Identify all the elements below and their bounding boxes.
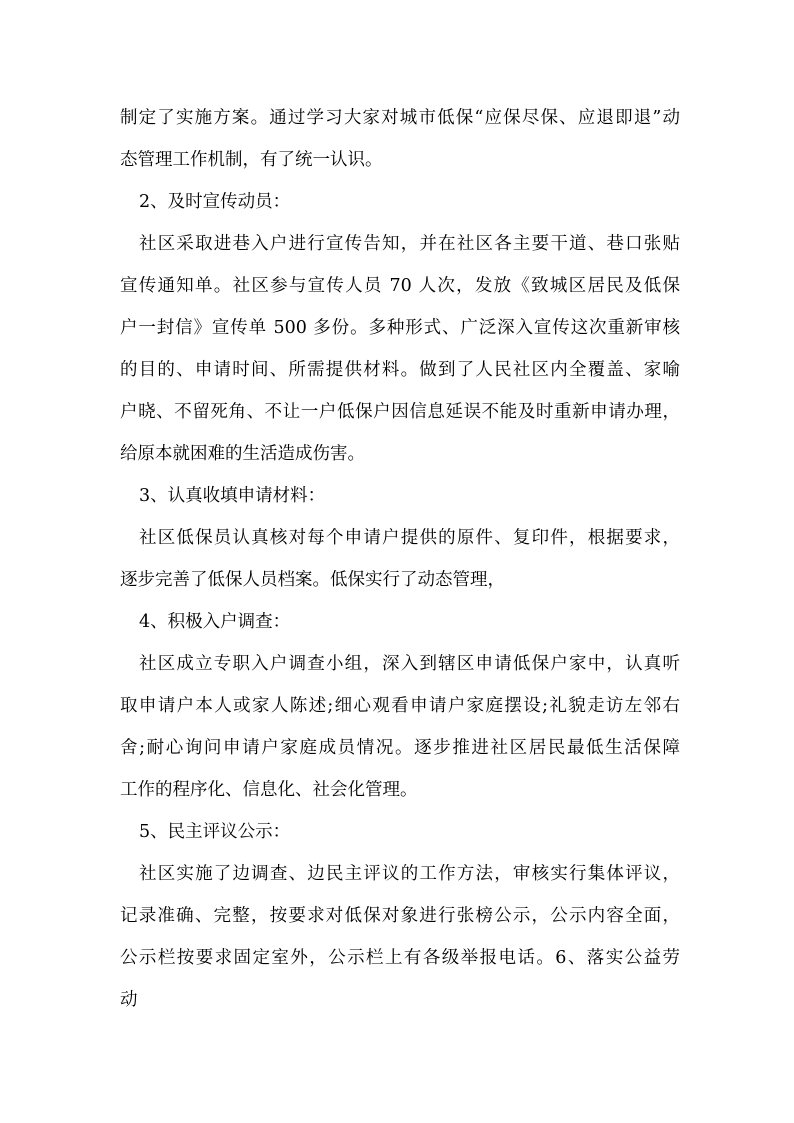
section-heading: 2、及时宣传动员： xyxy=(139,192,291,212)
paragraph-line: 社区成立专职入户调查小组，深入到辖区申请低保户家中，认真听 xyxy=(139,654,680,674)
paragraph-line: 社区实施了边调查、边民主评议的工作方法，审核实行集体评议， xyxy=(139,864,680,884)
paragraph-line: 记录准确、完整，按要求对低保对象进行张榜公示，公示内容全面， xyxy=(120,906,680,926)
paragraph-line: 公示栏按要求固定室外，公示栏上有各级举报电话。6、落实公益劳 xyxy=(120,948,680,968)
paragraph-line: 逐步完善了低保人员档案。低保实行了动态管理， xyxy=(120,570,505,590)
section-heading: 5、民主评议公示： xyxy=(139,822,291,842)
paragraph-line: 社区采取进巷入户进行宣传告知，并在社区各主要干道、巷口张贴 xyxy=(139,234,680,254)
paragraph-line: 社区低保员认真核对每个申请户提供的原件、复印件，根据要求， xyxy=(139,528,680,548)
paragraph-line: 户一封信》宣传单 500 多份。多种形式、广泛深入宣传这次重新审核 xyxy=(120,318,680,338)
paragraph-line: 户晓、不留死角、不让一户低保户因信息延误不能及时重新申请办理， xyxy=(120,402,680,422)
section-heading: 4、积极入户调查： xyxy=(139,612,291,632)
paragraph-line: 态管理工作机制，有了统一认识。 xyxy=(120,150,383,170)
paragraph-line: 舍;耐心询问申请户家庭成员情况。逐步推进社区居民最低生活保障 xyxy=(120,738,680,758)
section-heading: 3、认真收填申请材料： xyxy=(139,486,326,506)
paragraph-line: 取申请户本人或家人陈述;细心观看申请户家庭摆设;礼貌走访左邻右 xyxy=(120,696,680,716)
paragraph-line: 的目的、申请时间、所需提供材料。做到了人民社区内全覆盖、家喻 xyxy=(120,360,680,380)
paragraph-line: 动 xyxy=(120,990,138,1010)
paragraph-line: 宣传通知单。社区参与宣传人员 70 人次，发放《致城区居民及低保 xyxy=(120,276,680,296)
paragraph-line: 工作的程序化、信息化、社会化管理。 xyxy=(120,780,418,800)
paragraph-line: 给原本就困难的生活造成伤害。 xyxy=(120,444,365,464)
paragraph-line: 制定了实施方案。通过学习大家对城市低保“应保尽保、应退即退”动 xyxy=(120,108,680,128)
